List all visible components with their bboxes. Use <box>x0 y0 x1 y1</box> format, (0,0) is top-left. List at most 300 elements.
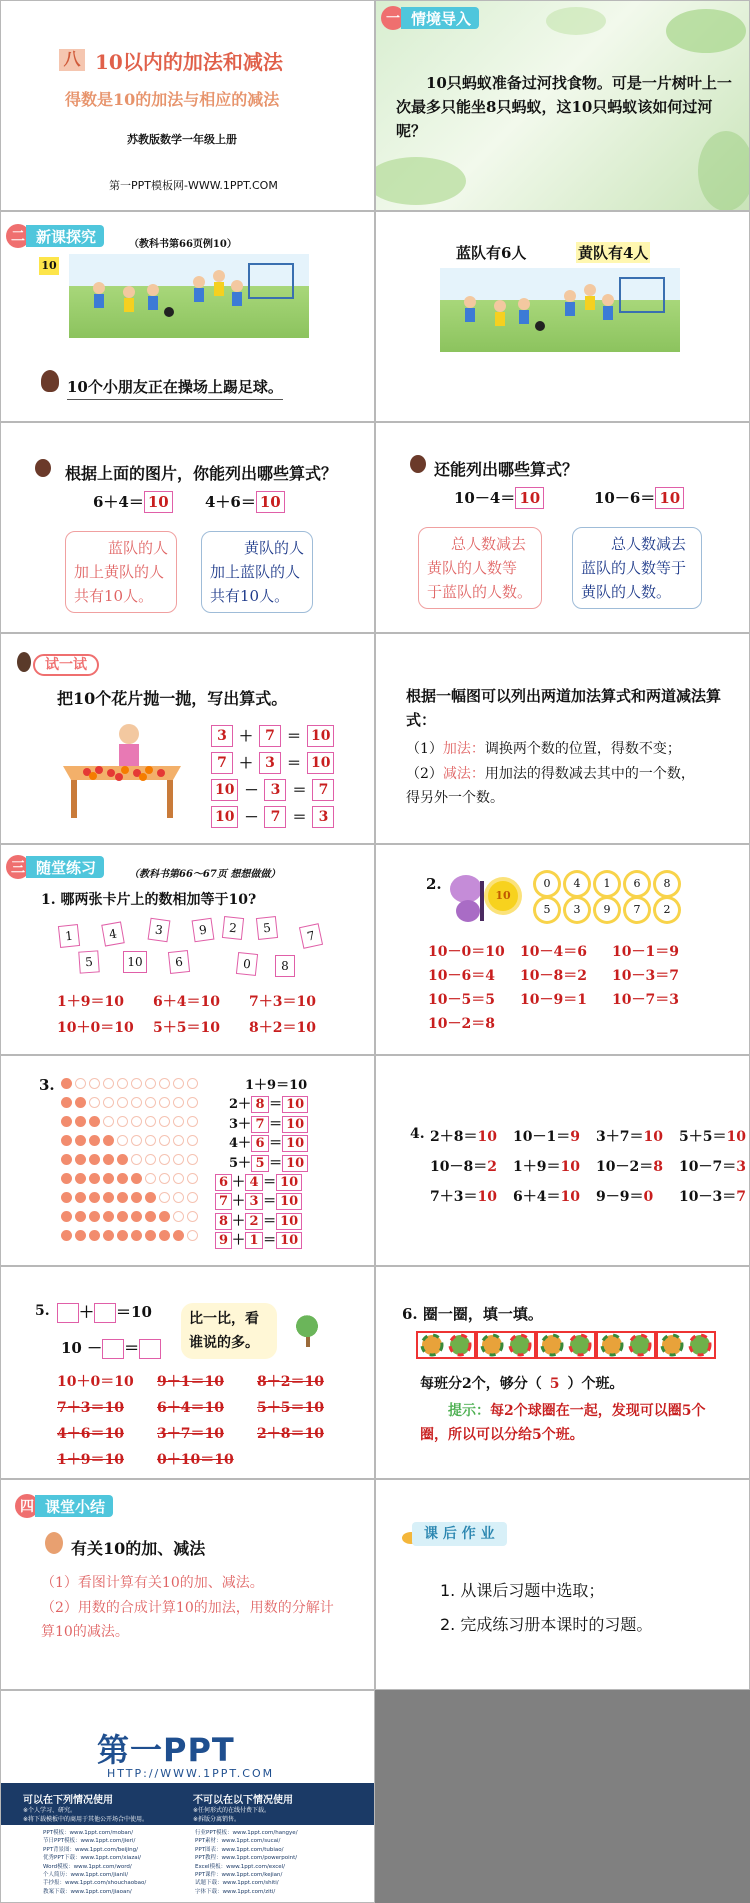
plus: ＋ <box>238 1097 252 1113</box>
bubble-line: 黄队的人数。 <box>581 583 672 601</box>
blank-box <box>102 1339 124 1359</box>
can-use-text-2: ※将下载模板中的商用于其他公开场合中使用。 <box>23 1816 149 1823</box>
equation-answer: 0 <box>643 1189 654 1205</box>
equation-text: 10－2＝ <box>596 1159 654 1175</box>
equals: ＝ <box>269 1097 283 1113</box>
struck-equation: 8＋2＝10 <box>257 1374 324 1390</box>
result-box: 10 <box>276 1232 302 1249</box>
slide-summary <box>0 1479 375 1690</box>
answer-equation: 10－8＝2 <box>520 968 587 984</box>
equation-row: 2＋ 8 ＝ 10 <box>215 1093 308 1112</box>
bubble-line: 黄队的人 <box>244 539 305 557</box>
struck-equation: 5＋5＝10 <box>257 1400 324 1416</box>
bubble-line: 比一比，看 <box>189 1311 259 1327</box>
equation-answer: 9 <box>570 1129 580 1145</box>
rule-point-2 <box>406 762 696 810</box>
resource-link[interactable]: 个人简历：www.1ppt.com/jianli/ <box>43 1872 129 1879</box>
blank-box <box>94 1303 116 1323</box>
section-tag <box>15 1494 113 1518</box>
resource-link[interactable]: Excel模板：www.1ppt.com/excel/ <box>195 1863 286 1870</box>
slide-intro <box>375 0 750 211</box>
result-box: 10 <box>282 1116 308 1133</box>
question-text: 1. 哪两张卡片上的数相加等于10? <box>41 892 257 908</box>
equation-1 <box>93 491 173 513</box>
answer-box: 10 <box>655 487 684 509</box>
answer-equation: 10－3＝7 <box>612 968 679 984</box>
brand-url: HTTP://WWW.1PPT.COM <box>107 1767 275 1780</box>
dot-row <box>61 1230 198 1241</box>
petal-number: 6 <box>626 873 648 895</box>
equals: ＝ <box>263 1213 277 1229</box>
number-card: 3 <box>148 918 171 943</box>
result-box: 7 <box>312 779 334 801</box>
fill-text-end: ）个班。 <box>567 1376 624 1392</box>
question-text: 根据上面的图片，你能列出哪些算式？ <box>65 464 338 483</box>
petal-number: 5 <box>536 899 558 921</box>
equation-row <box>215 1210 308 1229</box>
number-card: 4 <box>101 921 125 946</box>
section-tag <box>6 855 104 879</box>
resource-link[interactable]: 节日PPT模板：www.1ppt.com/jieri/ <box>43 1838 136 1845</box>
section-number: 二 <box>6 224 30 248</box>
equation-row: 5＋ 5 ＝ 10 <box>215 1152 308 1171</box>
number-card: 5 <box>256 916 278 940</box>
equation-cell <box>596 1186 679 1206</box>
equation-cell <box>679 1126 750 1146</box>
equation-answer: 10 <box>726 1129 746 1145</box>
struck-equation: 4＋6＝10 <box>57 1426 124 1442</box>
petal-number: 0 <box>536 873 558 895</box>
operand-box: 7 <box>215 1193 232 1210</box>
equation-row <box>211 749 334 776</box>
equation-cell <box>430 1156 513 1176</box>
answer-box: 5 <box>251 1155 269 1172</box>
resource-link[interactable]: 优秀PPT下载：www.1ppt.com/xiazai/ <box>43 1855 142 1862</box>
lesson-subtitle: 得数是10的加法与相应的减法 <box>65 90 280 109</box>
answer-equation: 10－6＝4 <box>428 968 495 984</box>
equation-cell <box>596 1156 679 1176</box>
answer-equation: 5＋5＝10 <box>153 1020 220 1036</box>
petal-number: 1 <box>596 873 618 895</box>
slide-practice-1 <box>0 844 375 1055</box>
question-text: 还能列出哪些算式？ <box>434 460 579 479</box>
operator: ＝ <box>287 755 301 772</box>
answer-equation: 10＋0＝10 <box>57 1020 134 1036</box>
struck-equation: 0＋10＝10 <box>157 1452 234 1468</box>
equation-answer: 10 <box>560 1159 580 1175</box>
ball-pair <box>416 1331 476 1359</box>
operator: ＝ <box>292 809 307 826</box>
slide-teams <box>375 211 750 422</box>
point-text: 调换两个数的位置，得数不变； <box>484 741 681 757</box>
operand-box: 3 <box>259 752 281 774</box>
equals: ＝ <box>269 1116 283 1132</box>
answer-equation: 8＋2＝10 <box>249 1020 316 1036</box>
blank-equation-b <box>61 1337 161 1359</box>
equation-text: 5＋5＝ <box>679 1129 727 1145</box>
point-number: （1） <box>406 741 443 757</box>
equation-cell <box>513 1186 596 1206</box>
equation-text: 2＋8＝ <box>430 1129 478 1145</box>
bubble-line: 共有10人。 <box>210 587 290 605</box>
operator: ＝ <box>292 782 307 799</box>
thinking-girl-icon <box>410 455 426 473</box>
links-left-list <box>43 1829 146 1896</box>
equation-text: 3＋7＝ <box>596 1129 644 1145</box>
blue-team-label: 蓝队有6人 <box>456 244 527 262</box>
answer-box: 6 <box>251 1135 269 1152</box>
equation-cell <box>513 1156 596 1176</box>
operand-box: 8 <box>215 1213 232 1230</box>
slide-rule <box>375 633 750 844</box>
plus: ＋ <box>238 1136 252 1152</box>
petal-number: 9 <box>596 899 618 921</box>
resource-link[interactable]: PPT素材：www.1ppt.com/sucai/ <box>195 1838 281 1845</box>
dot-row <box>61 1173 198 1184</box>
petal-number: 4 <box>566 873 588 895</box>
section-number: 三 <box>6 855 30 879</box>
point-keyword: 加法： <box>442 741 485 757</box>
soccer-illustration <box>440 268 680 352</box>
result-box: 10 <box>307 725 334 747</box>
number-card: 5 <box>78 950 99 973</box>
operator: ＝ <box>287 728 301 745</box>
ball-row <box>416 1331 716 1359</box>
resource-link[interactable]: PPT图表：www.1ppt.com/tubiao/ <box>195 1846 284 1853</box>
equation-answer: 8 <box>653 1159 663 1175</box>
point-number: （2） <box>406 766 443 782</box>
bubble-line: 总人数减去 <box>451 535 527 553</box>
plus: ＋ <box>232 1213 246 1229</box>
answer-equation: 10－2＝8 <box>428 1016 495 1032</box>
struck-equation: 9＋1＝10 <box>157 1374 224 1390</box>
struck-equation: 7＋3＝10 <box>57 1400 124 1416</box>
can-use-title: 可以在下列情况使用 <box>23 1795 113 1806</box>
section-label: 课堂小结 <box>35 1495 113 1517</box>
operator: ＋ <box>239 728 253 745</box>
bubble-line: 加上黄队的人 <box>74 563 165 581</box>
instruction-text: 把10个花片抛一抛，写出算式。 <box>57 689 288 708</box>
slide-subtraction <box>375 422 750 633</box>
fill-answer: 5 <box>549 1376 560 1392</box>
dot-row <box>61 1135 198 1146</box>
brand-logo: 第一PPT <box>97 1731 235 1769</box>
resource-link[interactable]: 行业PPT模板：www.1ppt.com/hangye/ <box>195 1830 298 1836</box>
resource-link[interactable]: PPT背景图：www.1ppt.com/beijing/ <box>43 1846 139 1853</box>
question-text: 6. 圈一圈，填一填。 <box>402 1305 543 1323</box>
homework-item-2: 2. 完成练习册本课时的习题。 <box>440 1615 653 1634</box>
hint-keyword: 提示： <box>448 1403 490 1419</box>
equation-row: 3＋ 7 ＝ 10 <box>215 1113 308 1132</box>
struck-equation: 2＋8＝10 <box>257 1426 324 1442</box>
answer-equation: 10＋0＝10 <box>57 1374 134 1390</box>
answer-equation: 10－9＝1 <box>520 992 587 1008</box>
equation-2 <box>594 487 684 509</box>
sun-flower: 10 <box>488 881 518 911</box>
number-card: 7 <box>299 923 323 949</box>
equation-answer: 3 <box>736 1159 746 1175</box>
operand-box: 7 <box>264 806 286 828</box>
example-badge: 10 <box>39 257 59 275</box>
operand-box: 9 <box>215 1232 232 1249</box>
equation-text: 10－4＝ <box>454 489 516 507</box>
equation-text: 1＋9＝ <box>513 1159 561 1175</box>
answer-box: 10 <box>515 487 544 509</box>
operator: ＋ <box>239 755 253 772</box>
dot-rows <box>61 1078 198 1241</box>
operand-box: 7 <box>211 752 233 774</box>
top-equation: 1＋9＝10 <box>245 1078 308 1093</box>
cannot-use-title: 不可以在以下情况使用 <box>193 1795 293 1806</box>
blank-box <box>57 1303 79 1323</box>
dot-row <box>61 1116 198 1127</box>
equals: ＝ <box>263 1194 277 1210</box>
number-card: 0 <box>236 952 258 976</box>
section-number: 一 <box>381 6 405 30</box>
slide-homework <box>375 1479 750 1690</box>
equation-text: 10－1＝ <box>513 1129 571 1145</box>
result-box: 10 <box>282 1155 308 1172</box>
equation-row: 4＋ 6 ＝ 10 <box>215 1132 308 1151</box>
equation-answer: 7 <box>736 1189 746 1205</box>
result-box: 10 <box>276 1213 302 1230</box>
bubble-line: 蓝队的人数等于 <box>581 559 687 577</box>
equation-answer: 2 <box>487 1159 497 1175</box>
operator: ＝ <box>124 1339 140 1357</box>
equation-table <box>430 1126 750 1206</box>
equation-text: 6＋4＝ <box>93 493 144 511</box>
bubble-line: 总人数减去 <box>611 535 687 553</box>
petal-number: 7 <box>626 899 648 921</box>
yellow-team-label: 黄队有4人 <box>578 244 649 262</box>
answer-box: 1 <box>245 1232 263 1249</box>
answer-box: 8 <box>251 1096 269 1113</box>
equals: ＝ <box>269 1136 283 1152</box>
slide-practice-4 <box>375 1055 750 1266</box>
section-tag <box>381 6 479 30</box>
textbook-ref: （教科书第66～67页 想想做做） <box>129 869 281 880</box>
equation-row <box>215 1190 308 1209</box>
summary-point-2: （2）用数的合成计算10的加法，用数的分解计算10的减法。 <box>41 1600 334 1640</box>
slide-explore <box>0 211 375 422</box>
equation-text: 9－9＝ <box>596 1189 644 1205</box>
dot-row <box>61 1211 198 1222</box>
section-label: 情境导入 <box>401 7 479 29</box>
bubble-line: 蓝队的人 <box>108 539 169 557</box>
answer-equation: 10－4＝6 <box>520 944 587 960</box>
question-number: 4. <box>410 1126 425 1142</box>
rule-point-1 <box>406 737 741 761</box>
tree-icon <box>295 1315 319 1347</box>
operand-box: 7 <box>259 725 281 747</box>
bubble-line: 黄队的人数等 <box>427 559 518 577</box>
unit-number: 八 <box>59 49 85 71</box>
slide-practice-2 <box>375 844 750 1055</box>
equation-text: 10－7＝ <box>679 1159 737 1175</box>
slide-addition <box>0 422 375 633</box>
bubble-line: 谁说的多。 <box>189 1335 259 1351</box>
answer-box: 3 <box>245 1193 263 1210</box>
slide-title <box>0 0 375 211</box>
equation-answer: 10 <box>643 1129 663 1145</box>
lesson-title: 10以内的加法和减法 <box>95 50 283 74</box>
speech-bubble-1 <box>65 531 177 613</box>
equation-text: 10－3＝ <box>679 1189 737 1205</box>
textbook-edition: 苏教版数学一年级上册 <box>127 133 237 146</box>
number-card: 2 <box>222 916 244 940</box>
links-right-list <box>195 1829 298 1896</box>
equation-grid <box>211 722 334 830</box>
section-tag <box>6 224 104 248</box>
resource-link[interactable]: Word模板：www.1ppt.com/word/ <box>43 1863 132 1870</box>
thinking-girl-icon <box>35 459 51 477</box>
answer-equation: 6＋4＝10 <box>153 994 220 1010</box>
question-number: 2. <box>426 875 442 893</box>
equals: ＝ <box>269 1155 283 1171</box>
scene-caption: 10个小朋友正在操场上踢足球。 <box>67 376 283 400</box>
plus: ＋ <box>232 1233 246 1249</box>
question-number: 3. <box>39 1076 55 1094</box>
ball-pair <box>596 1331 656 1359</box>
compare-bubble <box>181 1303 277 1359</box>
resource-link[interactable]: 试题下载：www.1ppt.com/shiti/ <box>195 1880 279 1887</box>
answer-equation: 10－7＝3 <box>612 992 679 1008</box>
table-with-counters <box>57 722 187 822</box>
struck-equations <box>57 1371 357 1469</box>
equation-cell <box>430 1126 513 1146</box>
blank-box <box>139 1339 161 1359</box>
number-card: 8 <box>275 955 295 977</box>
number-card: 6 <box>168 950 190 974</box>
plus: ＋ <box>238 1116 252 1132</box>
girl-icon <box>45 1532 63 1554</box>
operator: 10 － <box>61 1339 103 1357</box>
plus: ＋ <box>232 1194 246 1210</box>
equation-row <box>215 1171 308 1190</box>
equation-column <box>215 1074 308 1249</box>
answer-equation: 10－5＝5 <box>428 992 495 1008</box>
intro-text: 10只蚂蚁准备过河找食物。可是一片树叶上一次最多只能坐8只蚂蚁，这10只蚂蚁该如何过河呢？ <box>396 74 732 140</box>
equals: ＝ <box>263 1233 277 1249</box>
operator: － <box>244 782 259 799</box>
speech-bubble-1 <box>418 527 542 609</box>
plus: ＋ <box>232 1174 246 1190</box>
empty-slot <box>375 1690 750 1903</box>
number-card: 1 <box>58 924 80 948</box>
cannot-use-text-2: ※拆版分离销售。 <box>193 1816 241 1823</box>
section-number: 四 <box>15 1494 39 1518</box>
answer-equation: 7＋3＝10 <box>249 994 316 1010</box>
equation-cell <box>430 1186 513 1206</box>
equation-text: 10－6＝ <box>594 489 656 507</box>
slide-practice-6 <box>375 1266 750 1479</box>
dot-row <box>61 1078 198 1089</box>
equation-text: 7＋3＝ <box>430 1189 478 1205</box>
result-box: 10 <box>282 1096 308 1113</box>
slide-practice-3 <box>0 1055 375 1266</box>
plus: ＋ <box>238 1155 252 1171</box>
slide-try <box>0 633 375 844</box>
equation-row <box>211 803 334 830</box>
petal-number: 8 <box>656 873 678 895</box>
textbook-ref: （教科书第66页例10） <box>129 239 237 250</box>
point-text: 用加法的得数减去其中的一个数，得另外一个数。 <box>406 766 695 806</box>
hint-text <box>420 1399 720 1447</box>
answer-equation: 10－1＝9 <box>612 944 679 960</box>
answer-equations <box>428 941 704 1033</box>
number-card: 9 <box>192 918 215 943</box>
fill-text: 每班分2个，够分（ <box>420 1376 542 1392</box>
bubble-line: 共有10人。 <box>74 587 154 605</box>
operator: ＋ <box>79 1303 95 1321</box>
equation-answer: 10 <box>477 1189 497 1205</box>
resource-link[interactable]: 字体下载：www.1ppt.com/ziti/ <box>195 1888 276 1895</box>
equation-answer: 10 <box>477 1129 497 1145</box>
result-box: 3 <box>312 806 334 828</box>
equation-answer: 10 <box>560 1189 580 1205</box>
dot-row <box>61 1097 198 1108</box>
struck-equation: 1＋9＝10 <box>57 1452 124 1468</box>
operator: － <box>244 809 259 826</box>
can-use-text: ※个人学习、研究。 <box>23 1807 77 1814</box>
equation-cell <box>596 1126 679 1146</box>
girl-icon <box>41 370 59 392</box>
answer-equation: 10－0＝10 <box>428 944 505 960</box>
equals: ＝ <box>263 1174 277 1190</box>
section-label: 新课探究 <box>26 225 104 247</box>
resource-link[interactable]: 教案下载：www.1ppt.com/jiaoan/ <box>43 1888 132 1895</box>
bubble-line: 于蓝队的人数。 <box>427 583 533 601</box>
result-box: 10 <box>307 752 334 774</box>
equation-1 <box>454 487 544 509</box>
cannot-use-text: ※任何形式的在线付费下载。 <box>193 1807 271 1814</box>
summary-point-1: （1）看图计算有关10的加、减法。 <box>41 1575 264 1591</box>
result-box: 10 <box>282 1135 308 1152</box>
petal-number: 2 <box>656 899 678 921</box>
fill-line <box>420 1373 624 1393</box>
result-box: 10 <box>276 1193 302 1210</box>
equation-text: 4＋6＝ <box>205 493 256 511</box>
operator: ＝10 <box>116 1303 152 1321</box>
operand-box: 10 <box>211 806 238 828</box>
resource-link[interactable]: PPT教程：www.1ppt.com/powerpoint/ <box>195 1855 298 1862</box>
equation-2 <box>205 491 285 513</box>
soccer-illustration <box>69 254 309 338</box>
resource-link[interactable]: 手抄报：www.1ppt.com/shouchaobao/ <box>43 1880 147 1887</box>
resource-link[interactable]: PPT课件：www.1ppt.com/kejian/ <box>195 1872 283 1879</box>
operand-box: 3 <box>211 725 233 747</box>
homework-item-1: 1. 从课后习题中选取； <box>440 1581 605 1600</box>
dot-row <box>61 1192 198 1203</box>
dot-row <box>61 1154 198 1165</box>
resource-link[interactable]: PPT模板：www.1ppt.com/moban/ <box>43 1830 134 1836</box>
hint-body: 每2个球圈在一起，发现可以圈5个圈，所以可以分给5个班。 <box>420 1403 706 1443</box>
number-card: 10 <box>123 951 147 973</box>
point-keyword: 减法： <box>442 766 485 782</box>
equation-row <box>211 776 334 803</box>
slide-credits <box>0 1690 375 1903</box>
answer-equations <box>57 991 345 1037</box>
answer-equation: 1＋9＝10 <box>57 994 124 1010</box>
speech-bubble-2 <box>201 531 313 613</box>
homework-tag: 课 后 作 业 <box>412 1522 507 1546</box>
operand-box: 6 <box>215 1174 232 1191</box>
equation-cell <box>679 1186 750 1206</box>
equation-cell <box>679 1156 750 1176</box>
answer-box: 2 <box>245 1213 263 1230</box>
speech-bubble-2 <box>572 527 702 609</box>
site-credit: 第一PPT模板网-WWW.1PPT.COM <box>109 179 278 192</box>
